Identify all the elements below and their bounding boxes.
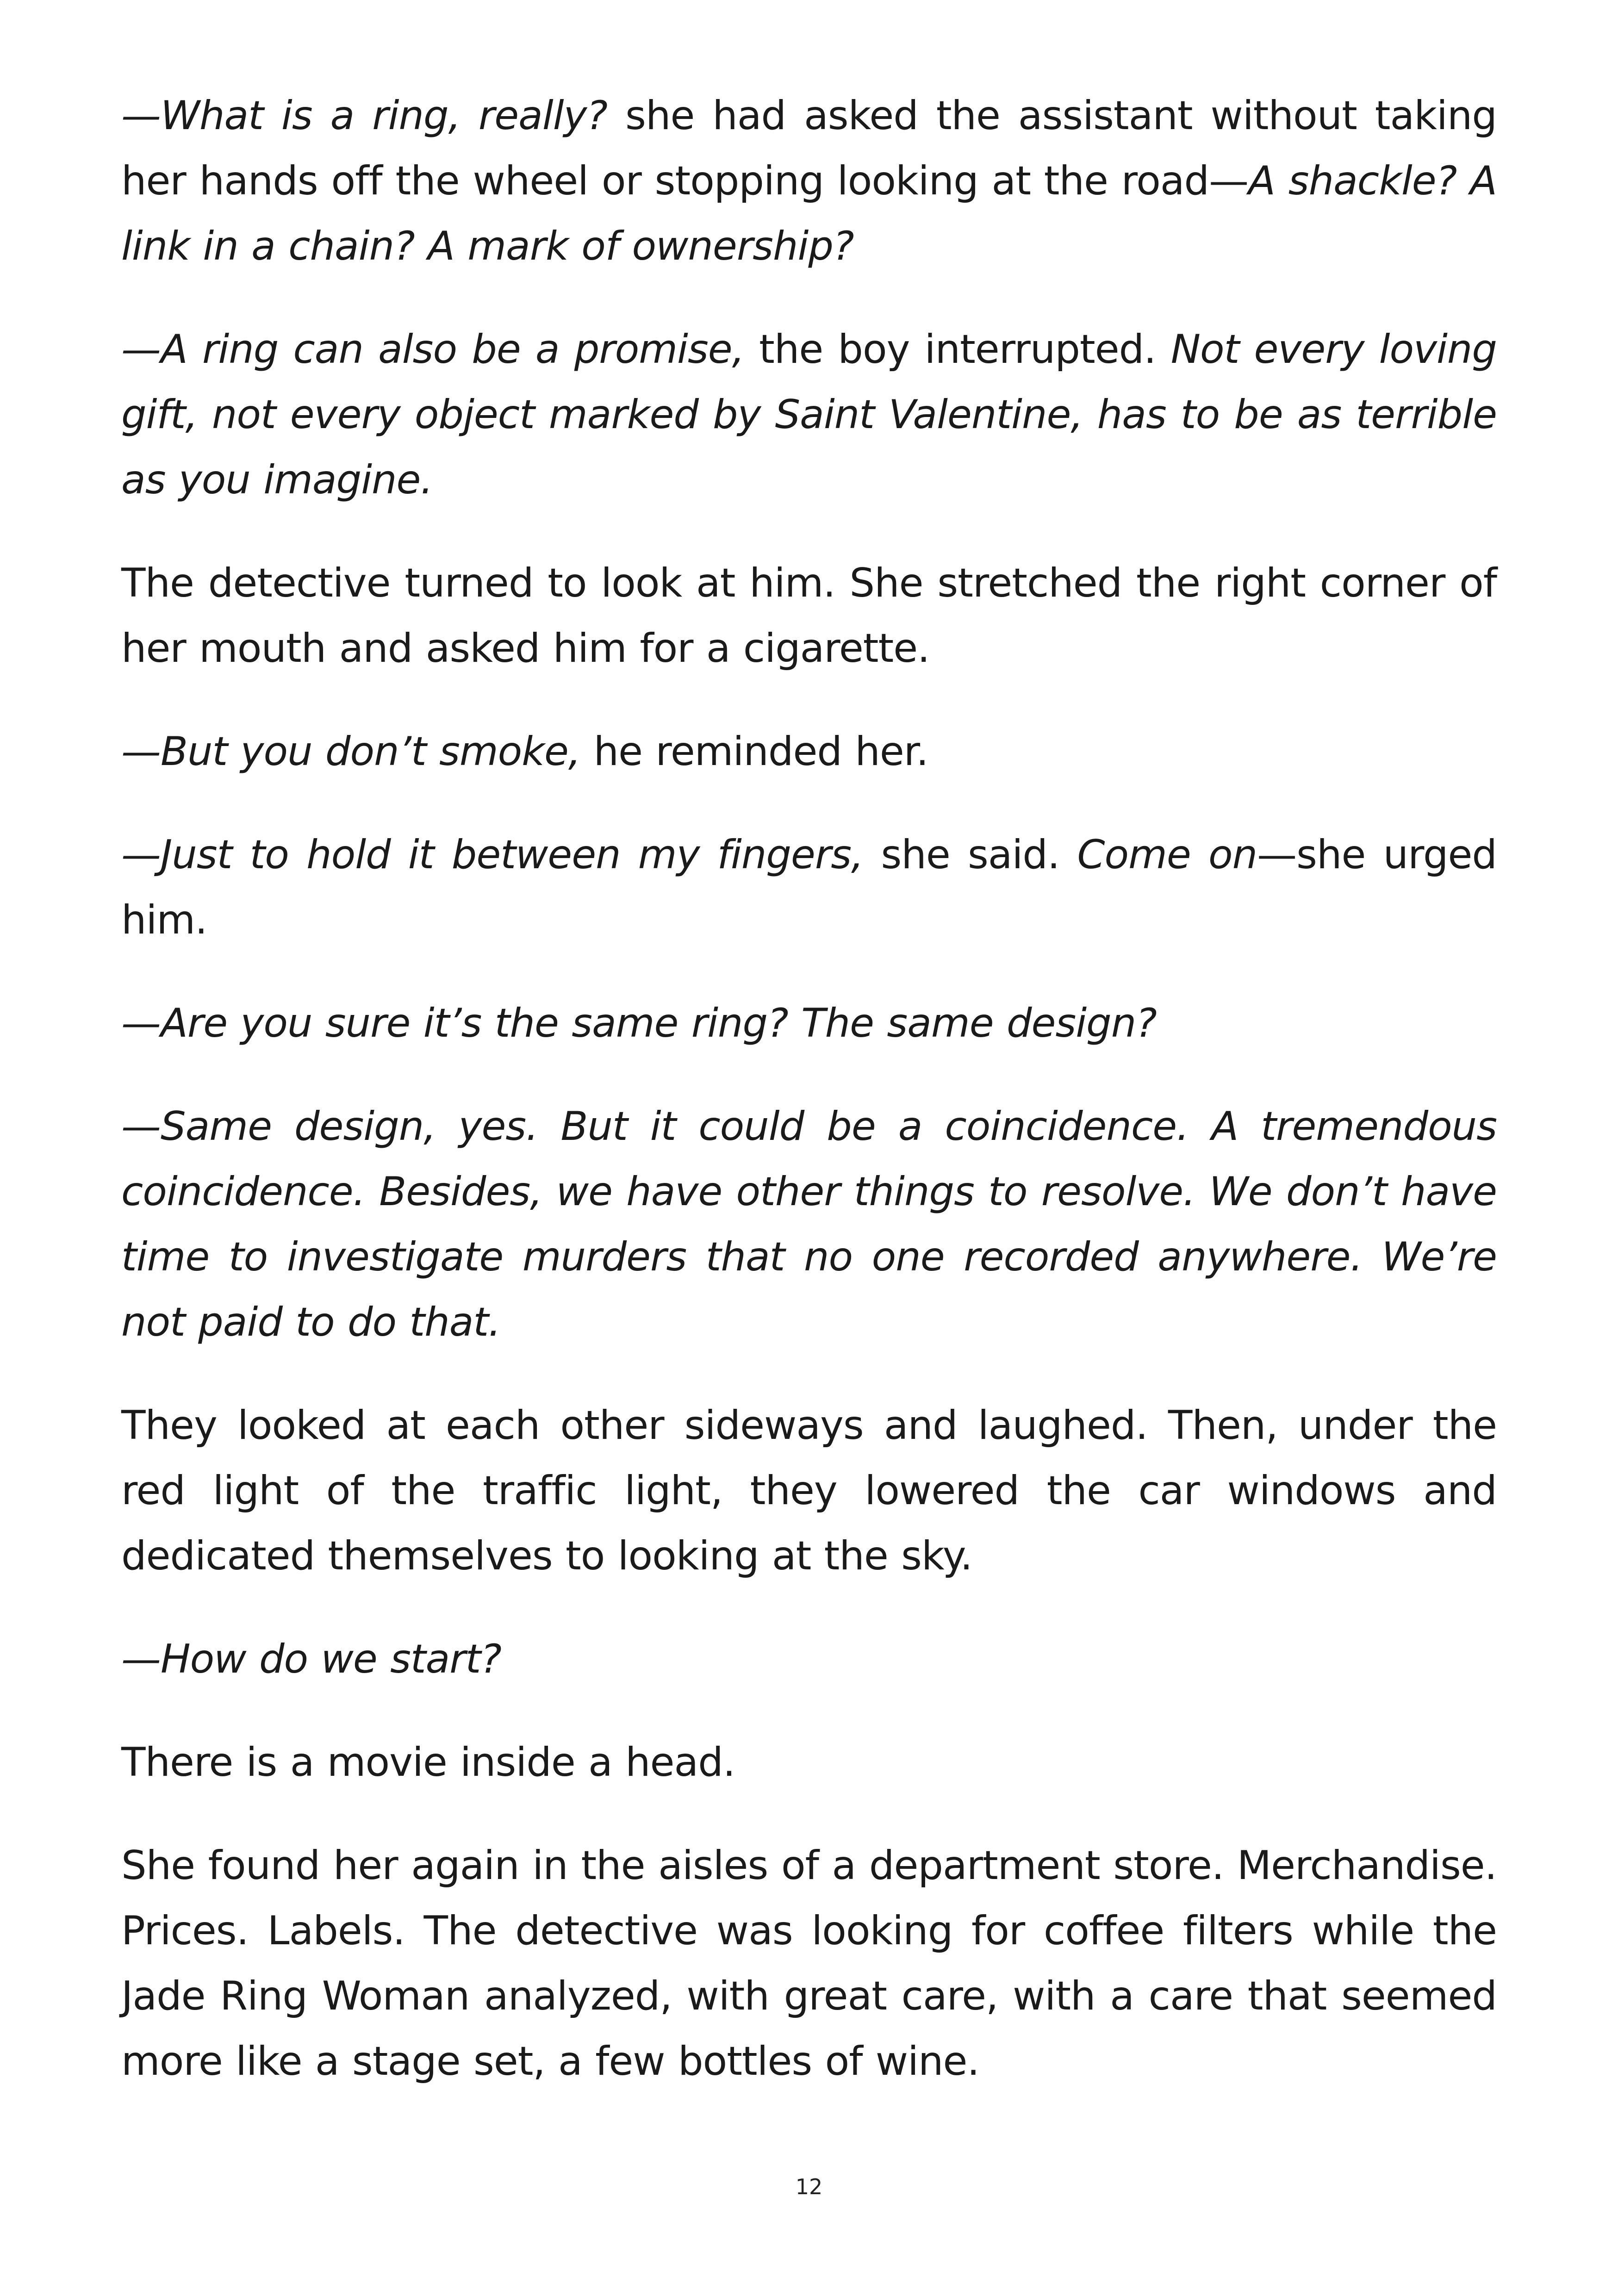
paragraph-9 xyxy=(121,1627,1497,1692)
paragraph-3 xyxy=(121,551,1497,681)
paragraph-7 xyxy=(121,1094,1497,1355)
paragraph-8-run-1: They looked at each other sideways and laughed. Then, under the red light of the traffic light, they lowered the car windows and dedicated themselves to looking at the sky. xyxy=(121,1402,1497,1579)
paragraph-2-run-2: the boy interrupted. xyxy=(744,326,1171,373)
paragraph-4-run-2: he reminded her. xyxy=(580,728,928,775)
paragraph-5-run-4: —she urged him. xyxy=(121,832,1497,943)
paragraph-5 xyxy=(121,822,1497,953)
paragraph-7-run-1: —Same design, yes. But it could be a coincidence. A tremendous coincidence. Besides, we have other things to resolve. We don’t have time to investigate murders that no one recorded anywhere. We’re not paid to do that. xyxy=(121,1103,1497,1345)
page-body xyxy=(121,83,1497,2132)
paragraph-6 xyxy=(121,991,1497,1056)
paragraph-10 xyxy=(121,1730,1497,1795)
paragraph-2-run-3: Not every loving gift, not every object marked by Saint Valentine, has to be as terrible as you imagine. xyxy=(121,326,1497,503)
paragraph-1-run-3: A shackle? A link in a chain? A mark of ownership? xyxy=(121,158,1497,269)
paragraph-11 xyxy=(121,1833,1497,2094)
paragraph-2 xyxy=(121,317,1497,513)
paragraph-5-run-2: she said. xyxy=(863,832,1077,878)
paragraph-10-run-1: There is a movie inside a head. xyxy=(121,1739,735,1786)
paragraph-1 xyxy=(121,83,1497,279)
paragraph-1-run-2: she had asked the assistant without taking her hands off the wheel or stopping looking at the road— xyxy=(121,93,1497,204)
paragraph-5-run-3: Come on xyxy=(1077,832,1257,878)
paragraph-6-run-1: —Are you sure it’s the same ring? The same design? xyxy=(121,1000,1157,1046)
paragraph-5-run-1: —Just to hold it between my fingers, xyxy=(121,832,864,878)
paragraph-4-run-1: —But you don’t smoke, xyxy=(121,728,581,775)
paragraph-11-run-1: She found her again in the aisles of a department store. Merchandise. Prices. Labels. The detective was looking for coffee filters while the Jade Ring Woman analyzed, with great care, with a care that seemed more like a stage set, a few bottles of wine. xyxy=(121,1842,1497,2084)
paragraph-2-run-1: —A ring can also be a promise, xyxy=(121,326,745,373)
page-number: 12 xyxy=(795,2174,823,2199)
paragraph-3-run-1: The detective turned to look at him. She stretched the right corner of her mouth and asked him for a cigarette. xyxy=(121,560,1497,672)
paragraph-4 xyxy=(121,719,1497,784)
paragraph-9-run-1: —How do we start? xyxy=(121,1636,502,1682)
paragraph-1-run-1: —What is a ring, really? xyxy=(121,93,608,139)
paragraph-8 xyxy=(121,1393,1497,1589)
